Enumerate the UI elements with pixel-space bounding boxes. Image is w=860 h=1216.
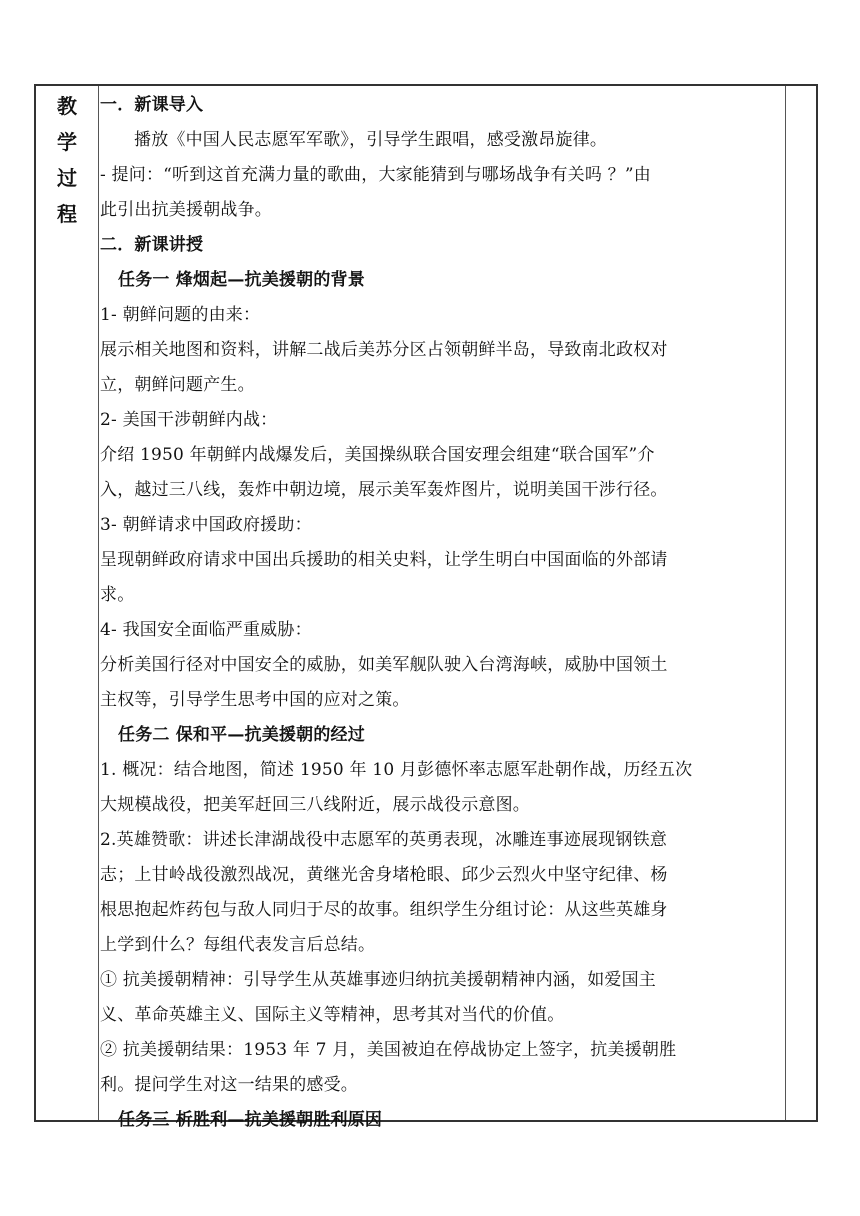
text-line: 大规模战役，把美军赶回三八线附近，展示战役示意图。: [100, 795, 530, 815]
text-line: 2.英雄赞歌：讲述长津湖战役中志愿军的英勇表现，冰雕连事迹展现钢铁意: [100, 830, 668, 850]
text-line: 3- 朝鲜请求中国政府援助：: [100, 515, 312, 535]
column-divider: [98, 86, 99, 1120]
text-line: 立，朝鲜问题产生。: [100, 375, 255, 395]
text-line: 呈现朝鲜政府请求中国出兵援助的相关史料，让学生明白中国面临的外部请: [100, 550, 668, 570]
text-line: 上学到什么？每组代表发言后总结。: [100, 935, 376, 955]
text-line: 分析美国行径对中国安全的威胁，如美军舰队驶入台湾海峡，威胁中国领土: [100, 655, 668, 675]
section-label-char: 教: [57, 94, 77, 118]
section-label-char: 过: [57, 166, 77, 190]
text-line: 义、革命英雄主义、国际主义等精神，思考其对当代的价值。: [100, 1005, 565, 1025]
text-line: 展示相关地图和资料，讲解二战后美苏分区占领朝鲜半岛，导致南北政权对: [100, 340, 668, 360]
text-line: 根思抱起炸药包与敌人同归于尽的故事。组织学生分组讨论：从这些英雄身: [100, 900, 668, 920]
text-line: 此引出抗美援朝战争。: [100, 200, 272, 220]
text-line: 播放《中国人民志愿军军歌》，引导学生跟唱，感受激昂旋律。: [134, 130, 608, 150]
text-line: ① 抗美援朝精神：引导学生从英雄事迹归纳抗美援朝精神内涵，如爱国主: [100, 970, 657, 990]
task-heading: 任务三 析胜利—抗美援朝胜利原因: [118, 1110, 383, 1130]
section-heading: 二．新课讲授: [100, 235, 204, 255]
text-line: 4- 我国安全面临严重威胁：: [100, 620, 312, 640]
text-line: 入，越过三八线，轰炸中朝边境，展示美军轰炸图片，说明美国干涉行径。: [100, 480, 668, 500]
text-line: 求。: [100, 585, 135, 605]
task-heading: 任务一 烽烟起—抗美援朝的背景: [118, 270, 365, 290]
text-line: 利。提问学生对这一结果的感受。: [100, 1075, 358, 1095]
text-line: 主权等，引导学生思考中国的应对之策。: [100, 690, 410, 710]
column-divider: [785, 86, 786, 1120]
text-line: 介绍 1950 年朝鲜内战爆发后，美国操纵联合国安理会组建“联合国军”介: [100, 445, 655, 465]
text-line: 志；上甘岭战役激烈战况，黄继光舍身堵枪眼、邱少云烈火中坚守纪律、杨: [100, 865, 668, 885]
section-heading: 一．新课导入: [100, 95, 204, 115]
text-line: 1. 概况：结合地图，简述 1950 年 10 月彭德怀率志愿军赴朝作战，历经五次: [100, 760, 693, 780]
section-label-char: 学: [57, 130, 77, 154]
lesson-content: [100, 88, 783, 1138]
text-line: - 提问：“听到这首充满力量的歌曲，大家能猜到与哪场战争有关吗 ？”由: [100, 165, 651, 185]
lesson-table: [34, 84, 818, 1130]
section-label-char: 程: [57, 202, 77, 226]
task-heading: 任务二 保和平—抗美援朝的经过: [118, 725, 365, 745]
section-label: [36, 88, 98, 232]
text-line: 1- 朝鲜问题的由来：: [100, 305, 261, 325]
text-line: 2- 美国干涉朝鲜内战：: [100, 410, 278, 430]
text-line: ② 抗美援朝结果：1953 年 7 月，美国被迫在停战协定上签字，抗美援朝胜: [100, 1040, 677, 1060]
